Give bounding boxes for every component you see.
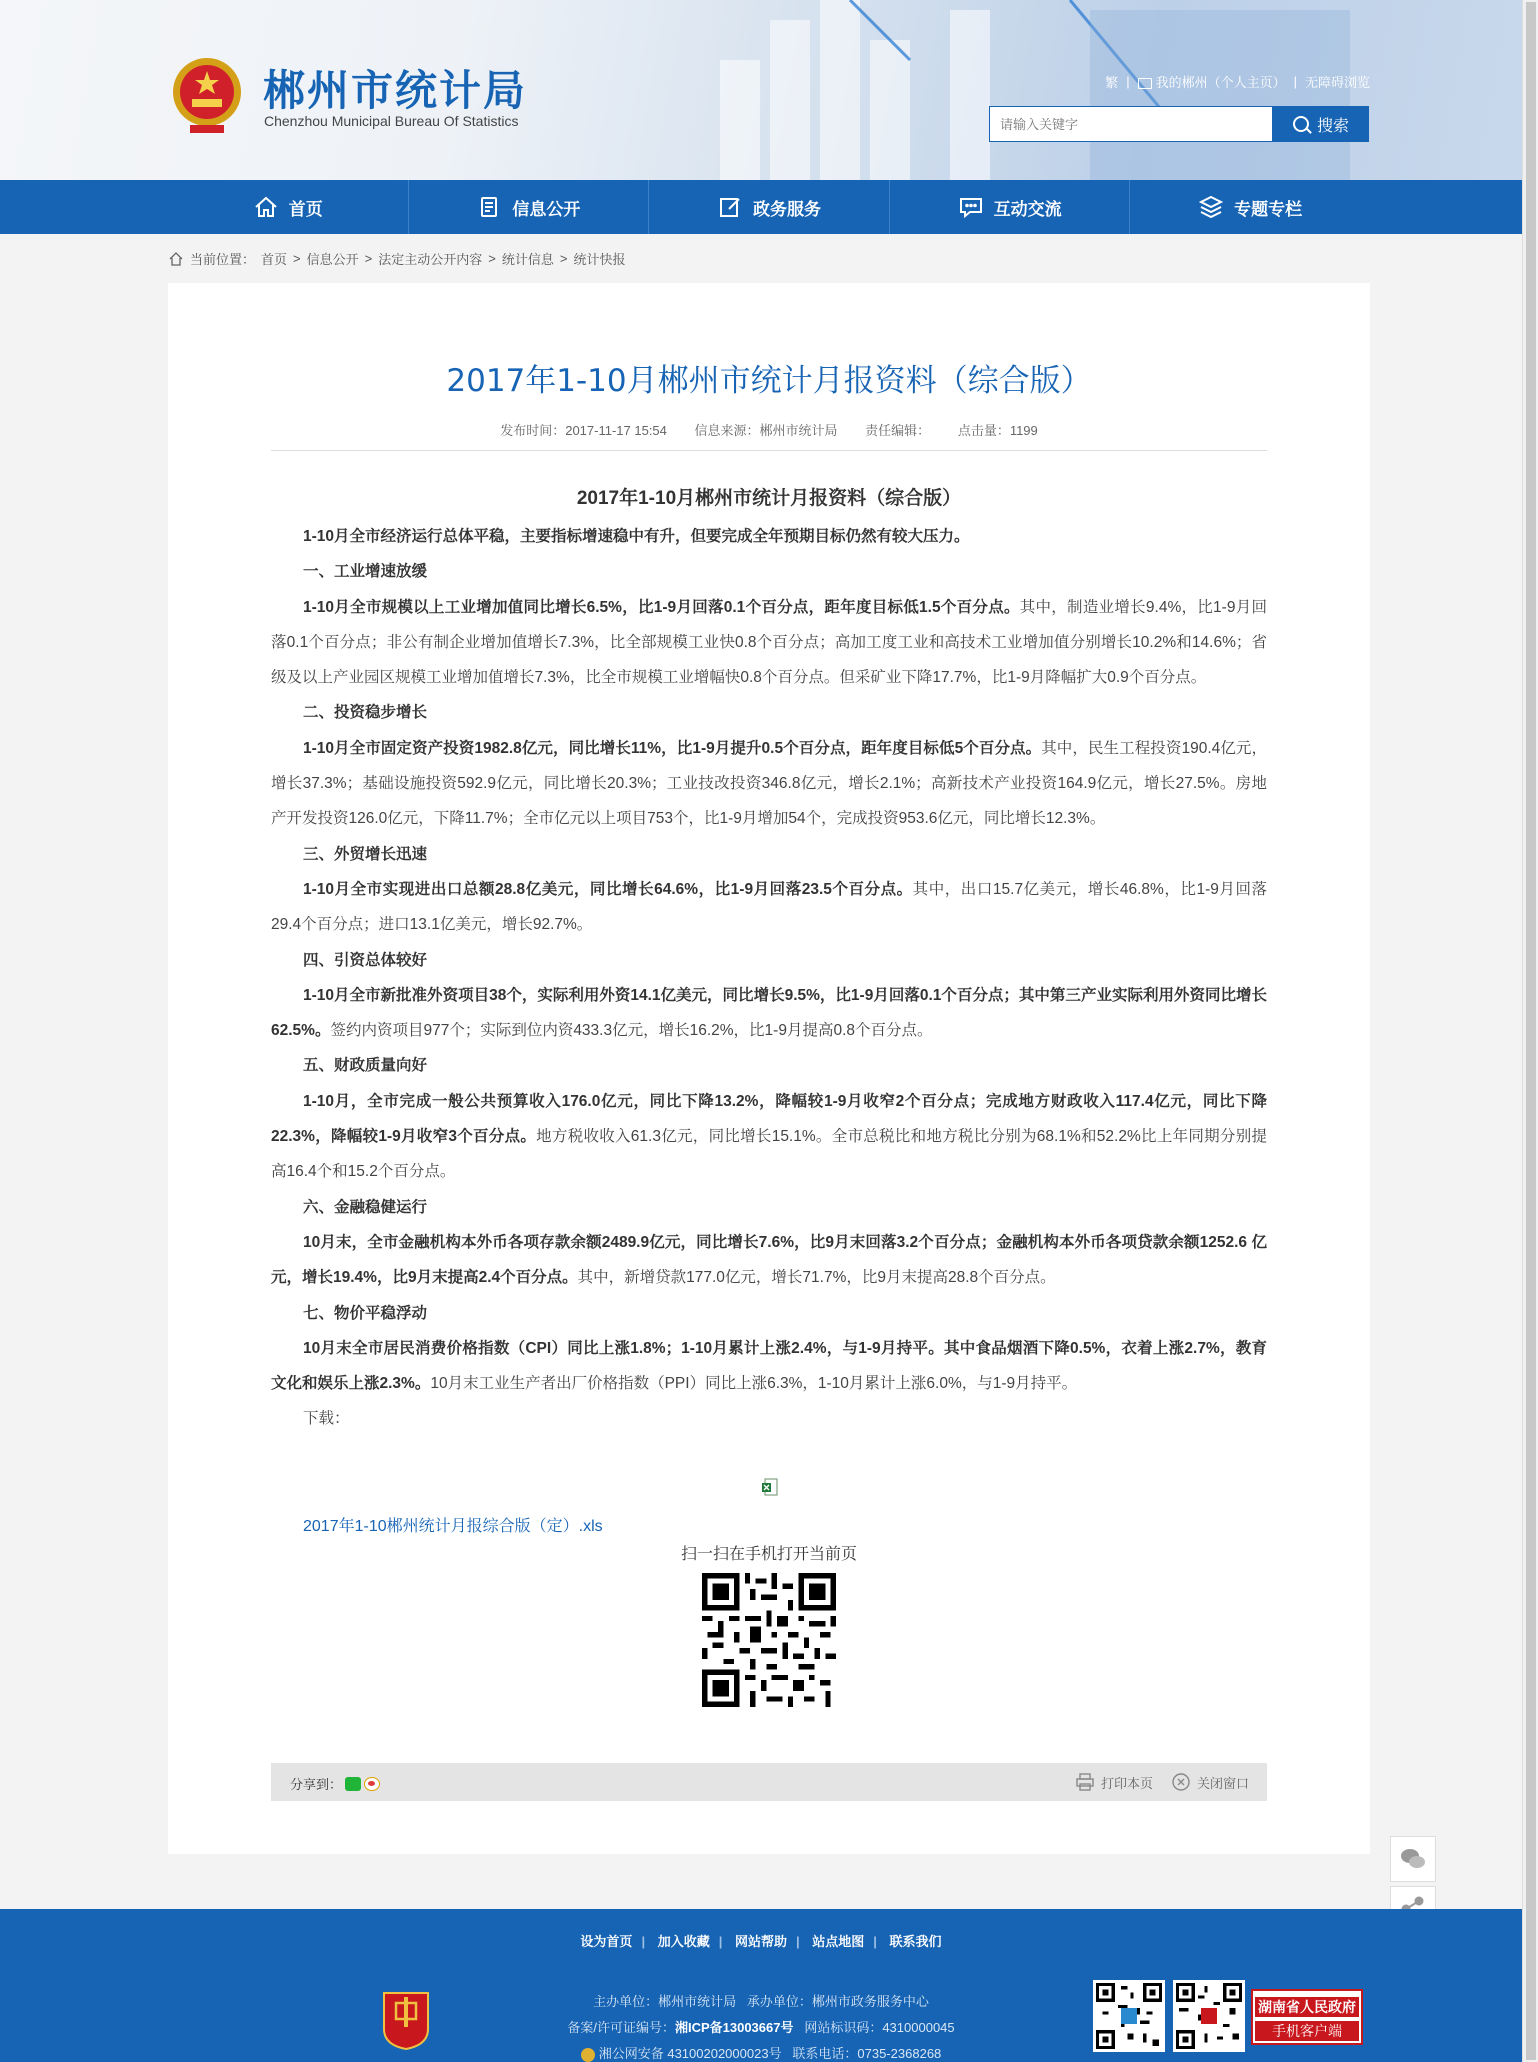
nav-item-label: 首页 <box>288 199 323 219</box>
article-title: 2017年1-10月郴州市统计月报资料（综合版） <box>446 363 1092 399</box>
info-source: 信息来源：郴州市统计局 <box>694 423 838 438</box>
breadcrumb-sep: > <box>488 251 496 266</box>
site-subtitle: Chenzhou Municipal Bureau Of Statistics <box>264 113 519 129</box>
close-window-button[interactable] <box>1171 1772 1249 1792</box>
breadcrumb-prefix: 当前位置： <box>190 252 256 267</box>
click-count: 点击量：1199 <box>957 423 1038 438</box>
footer-link-set-home[interactable]: 设为首页 <box>580 1934 633 1949</box>
section-paragraph <box>271 872 1267 943</box>
breadcrumb-info-disclosure[interactable]: 信息公开 <box>306 252 359 267</box>
article-meta <box>168 420 1370 439</box>
police-label: 湘公网安备 <box>598 2046 664 2061</box>
section-text: 其中，新增贷款177.0亿元，增长71.7%，比9月末提高28.8个百分点。 <box>577 1269 1056 1287</box>
wechat-icon <box>1399 1845 1427 1873</box>
section-text: 10月末工业生产者出厂价格指数（PPI）同比上涨6.3%，1-10月累计上涨6.0%，与1-9月持平。 <box>430 1375 1078 1393</box>
print-label: 打印本页 <box>1100 1775 1153 1791</box>
icp-label: 备案/许可证编号： <box>567 2020 675 2035</box>
breadcrumb-sep: > <box>293 251 301 266</box>
editor: 责任编辑： <box>865 423 931 438</box>
footer-qr-code-icon <box>1093 1980 1165 2052</box>
share-actions <box>1075 1772 1249 1792</box>
footer-link-contact[interactable]: 联系我们 <box>889 1934 942 1949</box>
share-left <box>290 1774 380 1793</box>
site-code: 网站标识码：4310000045 <box>804 2020 955 2035</box>
site-header <box>0 0 1522 180</box>
traditional-chinese-link[interactable]: 繁 <box>1105 75 1119 90</box>
qr-code-icon <box>702 1573 836 1707</box>
section-bold: 1-10月全市实现进出口总额28.8亿美元，同比增长64.6%，比1-9月回落23.5个百分点。 <box>303 880 913 898</box>
lead-paragraph <box>271 519 1267 554</box>
wechat-share-icon[interactable] <box>345 1777 361 1791</box>
section-title: 七、物价平稳浮动 <box>303 1304 428 1322</box>
breadcrumb-statistics[interactable]: 统计信息 <box>501 252 554 267</box>
footer-link-sitemap[interactable]: 站点地图 <box>812 1934 865 1949</box>
download-file-link[interactable]: 2017年1-10郴州统计月报综合版（定）.xls <box>303 1518 603 1535</box>
police-number[interactable]: 43100202000023号 <box>667 2046 782 2061</box>
section-bold: 1-10月全市规模以上工业增加值同比增长6.5%，比1-9月回落0.1个百分点，距年度目标低1.5个百分点。 <box>303 598 1020 616</box>
section-bold: 10月末全市居民消费价格指数（CPI）同比上涨1.8%；1-10月累计上涨2.4%，与1-9月持平。其中食品烟酒下降0.5%，衣着上涨2.7%，教育文化和娱乐上涨2.3%。 <box>271 1339 1267 1393</box>
document-icon <box>476 194 502 220</box>
section-paragraph <box>271 978 1267 1049</box>
weibo-share-icon[interactable] <box>364 1777 380 1791</box>
section-bold: 1-10月全市固定资产投资1982.8亿元，同比增长11%，比1-9月提升0.5个百分点，距年度目标低5个百分点。 <box>303 739 1042 757</box>
top-links <box>1105 72 1370 91</box>
footer-link-help[interactable]: 网站帮助 <box>734 1934 787 1949</box>
nav-item-special-topics[interactable] <box>1130 180 1370 234</box>
share-bar <box>271 1763 1267 1801</box>
divider <box>271 450 1267 451</box>
my-chenzhou-link[interactable] <box>1138 72 1286 91</box>
search-box <box>989 106 1273 142</box>
printer-icon <box>1075 1772 1095 1792</box>
icp-number[interactable]: 湘ICP备13003667号 <box>674 2020 794 2035</box>
nav-item-info-disclosure[interactable] <box>409 180 650 234</box>
article-body <box>271 479 1267 1437</box>
close-icon <box>1171 1772 1191 1792</box>
float-wechat-button[interactable] <box>1390 1836 1436 1882</box>
lead-text: 1-10月全市经济运行总体平稳，主要指标增速稳中有升，但要完成全年预期目标仍然有较大压力。 <box>303 528 970 545</box>
publish-time: 发布时间：2017-11-17 15:54 <box>500 423 667 438</box>
nav-item-label: 互动交流 <box>993 199 1062 219</box>
nav-item-gov-service[interactable] <box>649 180 890 234</box>
section-bold: 1-10月，全市完成一般公共预算收入176.0亿元，同比下降13.2%，降幅较1-9月收窄2个百分点；完成地方财政收入117.4亿元，同比下降22.3%，降幅较1-9月收窄3个百分点。 <box>271 1092 1267 1146</box>
breadcrumb-statutory[interactable]: 法定主动公开内容 <box>378 252 483 267</box>
main-nav <box>0 180 1522 234</box>
monitor-icon <box>1138 78 1152 89</box>
breadcrumb <box>168 249 625 268</box>
footer-sep: | <box>641 1934 646 1949</box>
chat-icon <box>958 194 984 220</box>
qr-caption: 扫一扫在手机打开当前页 <box>680 1546 857 1563</box>
section-paragraph <box>271 1225 1267 1296</box>
section-title: 三、外贸增长迅速 <box>303 845 428 863</box>
accessibility-link[interactable]: 无障碍浏览 <box>1304 75 1370 90</box>
close-label: 关闭窗口 <box>1196 1775 1249 1791</box>
article-container <box>168 283 1370 1854</box>
breadcrumb-sep: > <box>559 251 568 266</box>
nav-item-interaction[interactable] <box>890 180 1131 234</box>
print-button[interactable] <box>1075 1772 1153 1792</box>
share-label: 分享到： <box>290 1777 343 1792</box>
section-bold: 1-10月全市新批准外资项目38个，实际利用外资14.1亿美元，同比增长9.5%，比1-9月回落0.1个百分点；其中第三产业实际利用外资同比增长62.5%。 <box>271 986 1267 1040</box>
sponsor: 主办单位：郴州市统计局 <box>593 1994 737 2009</box>
section-paragraph <box>271 1084 1267 1190</box>
site-title: 郴州市统计局 <box>263 66 528 115</box>
search-icon <box>1293 116 1309 132</box>
separator: | <box>1293 74 1297 89</box>
section-title: 一、工业增速放缓 <box>303 563 428 581</box>
section-title: 五、财政质量向好 <box>303 1057 428 1075</box>
phone: 联系电话：0735-2368268 <box>792 2046 942 2061</box>
footer-sep: | <box>873 1934 877 1949</box>
search-button[interactable] <box>1273 106 1369 142</box>
section-text: 其中，制造业增长9.4%，比1-9月回落0.1个百分点；非公有制企业增加值增长7.3%，比全部规模工业快0.8个百分点；高加工度工业和高技术工业增加值分别增长10.2%和14.6%；省级及以上产业园区规模工业增加值增长7.3%，比全市规模工业增幅快0.8个百分点。但采矿业下降17.7%，比1-9月降幅扩大0.9个百分点。 <box>271 598 1267 687</box>
excel-file-icon <box>762 1478 778 1496</box>
section-paragraph <box>271 731 1267 837</box>
home-icon <box>253 194 279 220</box>
organizer: 承办单位：郴州市政务服务中心 <box>746 1994 929 2009</box>
section-text: 签约内资项目977个；实际到位内资433.3亿元，增长16.2%，比1-9月提高0.8个百分点。 <box>330 1022 933 1040</box>
footer-qr-code-icon <box>1173 1980 1245 2052</box>
nav-item-label: 专题专栏 <box>1234 199 1303 219</box>
download-label: 下载： <box>303 1410 350 1428</box>
nav-item-home[interactable] <box>168 180 409 234</box>
section-paragraph <box>271 1331 1267 1402</box>
nav-item-label: 信息公开 <box>512 199 581 219</box>
separator: | <box>1126 74 1130 89</box>
section-title: 四、引资总体较好 <box>303 951 428 969</box>
search-input[interactable] <box>990 107 1272 141</box>
edit-icon <box>717 194 743 220</box>
breadcrumb-home[interactable]: 首页 <box>261 252 288 267</box>
scrollbar-thumb[interactable] <box>1526 2 1536 2060</box>
layers-icon <box>1198 194 1224 220</box>
home-icon <box>168 251 184 267</box>
national-emblem-icon <box>170 55 244 135</box>
footer-sep: | <box>718 1934 723 1949</box>
section-text: 地方税收收入61.3亿元，同比增长15.1%。全市总税比和地方税比分别为68.1%和52.2%比上年同期分别提高16.4个和15.2个百分点。 <box>271 1128 1267 1181</box>
article-heading: 2017年1-10月郴州市统计月报资料（综合版） <box>576 488 962 509</box>
section-text: 其中，出口15.7亿美元，增长46.8%，比1-9月回落29.4个百分点；进口13.1亿美元，增长92.7%。 <box>271 880 1267 934</box>
search-button-label: 搜索 <box>1316 117 1349 135</box>
breadcrumb-bulletin[interactable]: 统计快报 <box>573 252 626 267</box>
section-paragraph <box>271 590 1267 696</box>
section-title: 二、投资稳步增长 <box>303 704 428 722</box>
footer-links <box>0 1931 1522 1950</box>
police-badge-icon <box>581 2048 595 2062</box>
section-text: 其中，民生工程投资190.4亿元，增长37.3%；基础设施投资592.9亿元，同比增长20.3%；工业技改投资346.8亿元，增长2.1%；高新技术产业投资164.9亿元，增长27.5%。房地产开发投资126.0亿元，下降11.7%；全市亿元以上项目753个，比1-9月增加54个，完成投资953.6亿元，同比增长12.3%。 <box>271 739 1267 828</box>
hunan-badge-line-2: 手机客户端 <box>1255 2021 1359 2041</box>
footer-sep: | <box>796 1934 800 1949</box>
section-title: 六、金融稳健运行 <box>303 1198 428 1216</box>
hunan-badge-line-1: 湖南省人民政府 <box>1255 1997 1359 2017</box>
site-footer <box>0 1909 1522 2062</box>
my-chenzhou-label: 我的郴州（个人主页） <box>1155 75 1286 90</box>
hunan-gov-app-badge[interactable] <box>1251 1989 1363 2045</box>
breadcrumb-sep: > <box>364 251 373 266</box>
section-bold: 10月末，全市金融机构本外币各项存款余额2489.9亿元，同比增长7.6%，比9月末回落3.2个百分点；金融机构本外币各项贷款余额1252.6 亿元，增长19.4%，比9月末提高2.4个百分点。 <box>271 1233 1267 1287</box>
nav-item-label: 政务服务 <box>752 199 821 219</box>
footer-link-favorite[interactable]: 加入收藏 <box>657 1934 710 1949</box>
vertical-scrollbar[interactable] <box>1522 0 1538 2062</box>
